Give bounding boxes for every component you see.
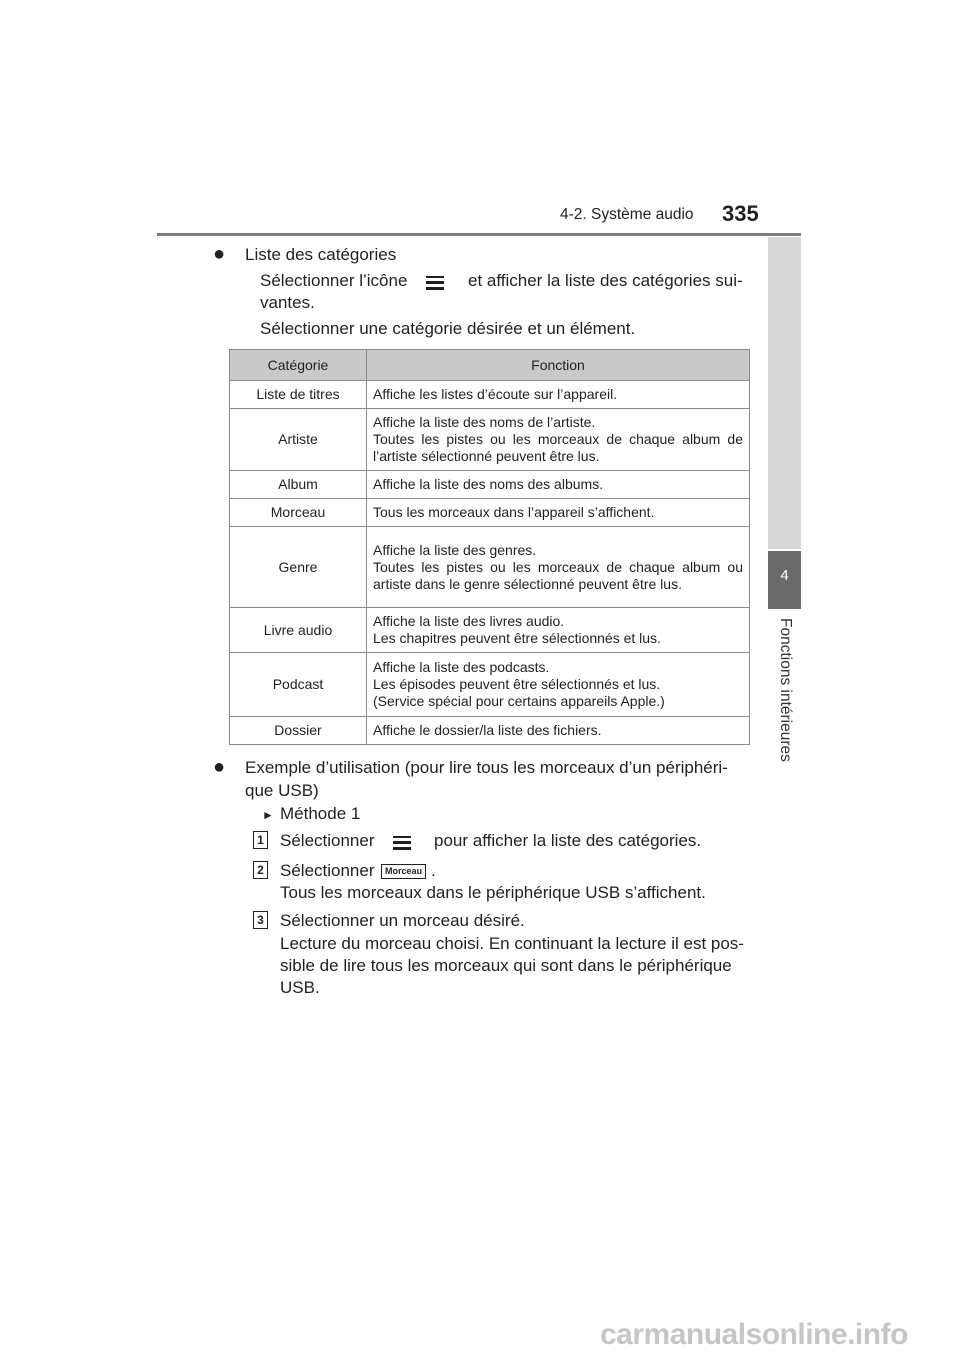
table-header-row xyxy=(230,350,750,381)
bullet-icon: ● xyxy=(213,243,226,265)
list-menu-icon xyxy=(393,834,411,852)
category-cell: Artiste xyxy=(230,409,367,471)
step2-detail: Tous les morceaux dans le périphérique USB s’affichent. xyxy=(280,883,706,902)
table-row xyxy=(230,381,750,409)
header-function: Fonction xyxy=(367,350,750,381)
chapter-title-vertical xyxy=(773,618,797,762)
example-line1: Exemple d’utilisation (pour lire tous les morceaux d’un périphéri- xyxy=(245,758,728,777)
function-cell: Affiche la liste des noms de l’artiste. Toutes les pistes ou les morceaux de chaque album de l’artiste sélectionné peuvent être lus. xyxy=(367,409,750,471)
category-cell: Morceau xyxy=(230,499,367,527)
category-cell: Album xyxy=(230,471,367,499)
function-cell: Affiche la liste des genres. Toutes les pistes ou les morceaux de chaque album ou artiste dans le genre sélectionné peuvent être lus. xyxy=(367,527,750,608)
categories-line3: Sélectionner une catégorie désirée et un élément. xyxy=(260,319,636,338)
category-table xyxy=(229,349,750,745)
list-menu-icon xyxy=(426,274,444,292)
categories-line1b: et afficher la liste des catégories sui- xyxy=(468,271,743,290)
step1-text-a: Sélectionner xyxy=(280,831,375,850)
step2-text-b: . xyxy=(431,861,436,880)
table-row xyxy=(230,499,750,527)
table-row xyxy=(230,527,750,608)
section-heading-categories: Liste des catégories xyxy=(245,245,397,264)
bullet-icon: ● xyxy=(213,756,226,778)
categories-line2: vantes. xyxy=(260,293,315,312)
watermark: carmanualsonline.info xyxy=(600,1318,908,1351)
example-line2: que USB) xyxy=(245,781,319,800)
step3-detail-1: Lecture du morceau choisi. En continuant la lecture il est pos- xyxy=(280,934,744,953)
function-cell: Affiche la liste des noms des albums. xyxy=(367,471,750,499)
table-row xyxy=(230,471,750,499)
side-tab-band xyxy=(768,237,801,549)
table-row xyxy=(230,653,750,717)
table-row xyxy=(230,717,750,745)
category-cell: Dossier xyxy=(230,717,367,745)
step3-text-a: Sélectionner un morceau désiré. xyxy=(280,911,525,930)
step3-detail-3: USB. xyxy=(280,978,320,997)
header-rule xyxy=(157,233,801,236)
function-cell: Affiche la liste des livres audio. Les chapitres peuvent être sélectionnés et lus. xyxy=(367,608,750,653)
function-cell: Affiche le dossier/la liste des fichiers. xyxy=(367,717,750,745)
function-cell: Tous les morceaux dans l’appareil s’affichent. xyxy=(367,499,750,527)
step-number: 2 xyxy=(253,861,268,879)
table-row xyxy=(230,608,750,653)
step-number: 1 xyxy=(253,831,268,849)
function-cell: Affiche les listes d’écoute sur l’appareil. xyxy=(367,381,750,409)
header-category: Catégorie xyxy=(230,350,367,381)
category-cell: Genre xyxy=(230,527,367,608)
step3-detail-2: sible de lire tous les morceaux qui sont dans le périphérique xyxy=(280,956,732,975)
morceau-button-chip: Morceau xyxy=(381,863,426,881)
step-number: 3 xyxy=(253,911,268,929)
method-arrow-icon: ► xyxy=(262,808,274,822)
section-title: 4-2. Système audio xyxy=(560,206,694,223)
function-cell: Affiche la liste des podcasts. Les épisodes peuvent être sélectionnés et lus. (Service spécial pour certains appareils Apple.) xyxy=(367,653,750,717)
chapter-number: 4 xyxy=(780,567,789,584)
step2-text-a: Sélectionner xyxy=(280,861,375,880)
chapter-title: Fonctions intérieures xyxy=(777,618,794,762)
step1-text-b: pour afficher la liste des catégories. xyxy=(434,831,702,850)
category-cell: Liste de titres xyxy=(230,381,367,409)
category-cell: Livre audio xyxy=(230,608,367,653)
categories-line1a: Sélectionner l’icône xyxy=(260,271,408,290)
page-number: 335 xyxy=(722,201,759,226)
method-label: Méthode 1 xyxy=(280,804,361,823)
category-cell: Podcast xyxy=(230,653,367,717)
table-row xyxy=(230,409,750,471)
